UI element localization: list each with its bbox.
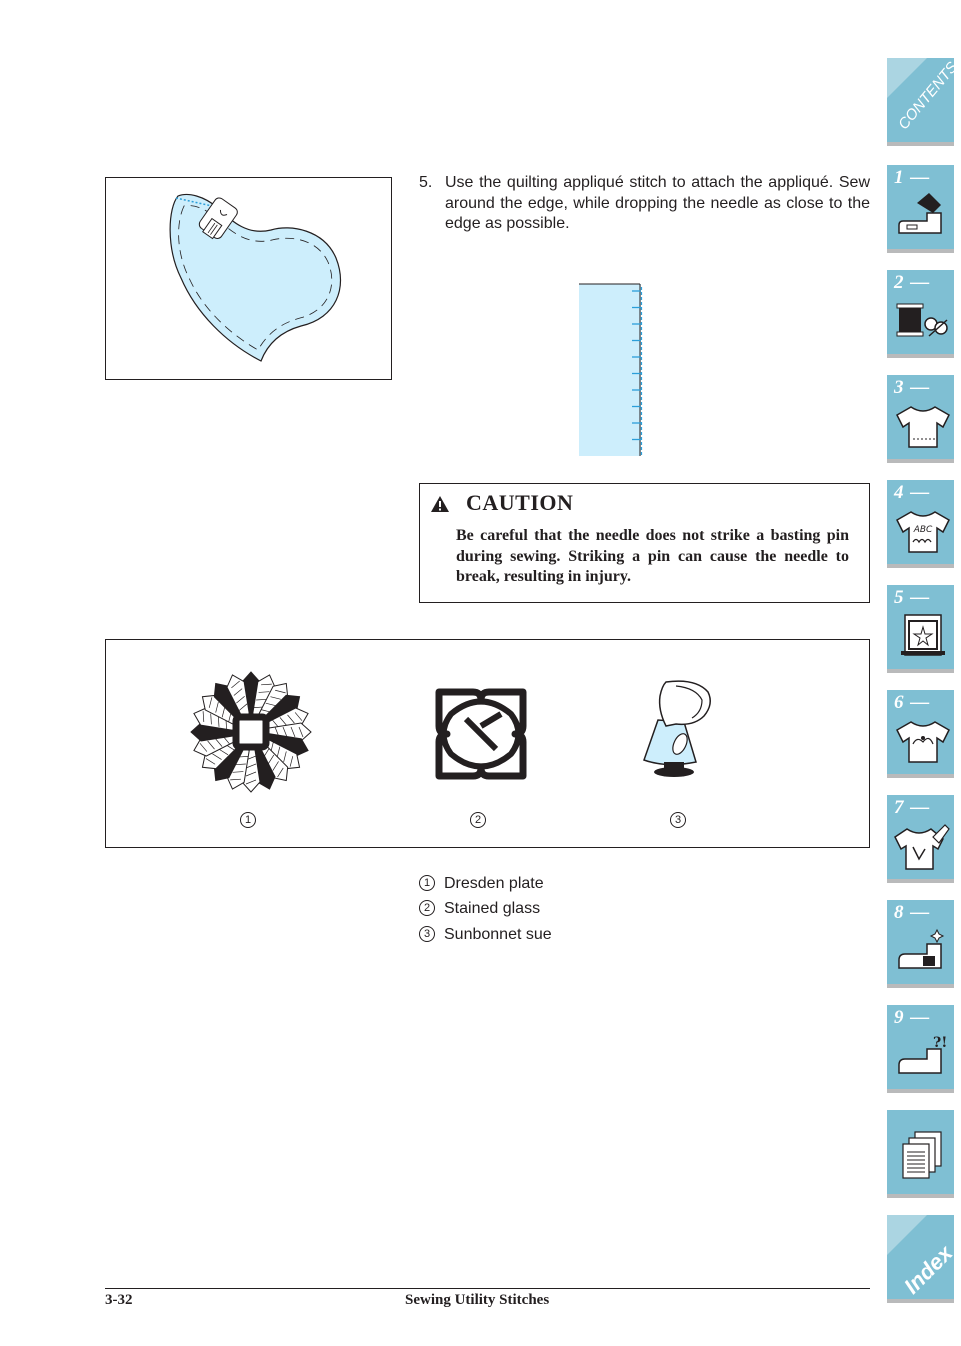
tshirt-embroidery-icon xyxy=(893,714,951,770)
tab-label: 6 — xyxy=(894,692,931,713)
legend-marker: 3 xyxy=(419,926,435,942)
legend-label: Stained glass xyxy=(444,900,541,917)
legend-item-sunbonnet-sue xyxy=(419,925,552,945)
step-instruction xyxy=(419,173,870,235)
legend-item-stained-glass xyxy=(419,899,540,919)
svg-text:ABC: ABC xyxy=(913,525,933,535)
legend-label: Dresden plate xyxy=(444,875,544,892)
index-label: Index xyxy=(899,1240,958,1299)
tab-chapter-9[interactable] xyxy=(887,1005,954,1089)
stitch-sample-figure xyxy=(578,283,644,457)
contents-label: CONTENTS xyxy=(895,58,961,133)
stitch-pattern-illustration xyxy=(578,283,644,457)
tshirt-straight-stitch-icon xyxy=(893,399,951,455)
example-marker-1: 1 xyxy=(240,812,256,828)
sunbonnet-sue-illustration xyxy=(636,680,721,785)
step-text: Use the quilting appliqué stitch to attach the appliqué. Sew around the edge, while dropping the needle as close to the edge as possible. xyxy=(445,174,870,232)
caution-title: CAUTION xyxy=(466,490,574,515)
tab-chapter-3[interactable] xyxy=(887,375,954,459)
tab-contents[interactable] xyxy=(887,58,961,142)
tshirt-hand-icon xyxy=(893,819,951,875)
stained-glass-illustration xyxy=(431,684,531,784)
footer-divider xyxy=(105,1288,870,1289)
sewing-machine-troubleshooting-icon xyxy=(893,1029,951,1085)
tshirt-abc-icon xyxy=(893,504,951,560)
tab-label: 9 — xyxy=(894,1007,931,1028)
tab-chapter-8[interactable] xyxy=(887,900,954,984)
document-pages-icon xyxy=(893,1128,951,1184)
tab-chapter-6[interactable] xyxy=(887,690,954,774)
example-marker-2: 2 xyxy=(470,812,486,828)
tab-chapter-7[interactable] xyxy=(887,795,954,879)
tab-index[interactable] xyxy=(887,1215,958,1299)
svg-text:?!: ?! xyxy=(933,1035,948,1051)
tab-chapter-1[interactable] xyxy=(887,165,954,249)
page-number: 3-32 xyxy=(105,1292,133,1308)
tab-label: 5 — xyxy=(894,587,931,608)
caution-box xyxy=(419,483,870,603)
dresden-plate-illustration xyxy=(186,670,316,795)
legend-label: Sunbonnet sue xyxy=(444,926,552,943)
caution-text: Be careful that the needle does not strike a basting pin during sewing. Striking a pin can cause the needle to break, resulting in injury. xyxy=(456,527,849,585)
tab-label: 8 — xyxy=(894,902,931,923)
legend-item-dresden-plate xyxy=(419,874,544,894)
applique-sewing-figure xyxy=(105,177,392,380)
legend-marker: 2 xyxy=(419,900,435,916)
heart-applique-illustration xyxy=(106,178,391,379)
tab-chapter-4[interactable] xyxy=(887,480,954,564)
tab-label: 4 — xyxy=(894,482,931,503)
tab-corner xyxy=(887,1215,927,1255)
tab-chapter-2[interactable] xyxy=(887,270,954,354)
warning-triangle-icon xyxy=(430,495,450,513)
applique-examples-figure xyxy=(105,639,870,848)
tab-label: 3 — xyxy=(894,377,931,398)
tab-pages[interactable] xyxy=(887,1110,954,1194)
embroidery-hoop-star-icon xyxy=(893,609,951,665)
sewing-machine-maintenance-icon xyxy=(893,924,951,980)
thread-spool-scissors-icon xyxy=(893,294,951,350)
tab-label: 1 — xyxy=(894,167,931,188)
sewing-machine-threading-icon xyxy=(893,189,951,245)
tab-label: 7 — xyxy=(894,797,931,818)
legend-marker: 1 xyxy=(419,875,435,891)
tab-label: 2 — xyxy=(894,272,931,293)
example-marker-3: 3 xyxy=(670,812,686,828)
step-number: 5. xyxy=(419,174,433,191)
tab-chapter-5[interactable] xyxy=(887,585,954,669)
section-title: Sewing Utility Stitches xyxy=(405,1292,550,1308)
